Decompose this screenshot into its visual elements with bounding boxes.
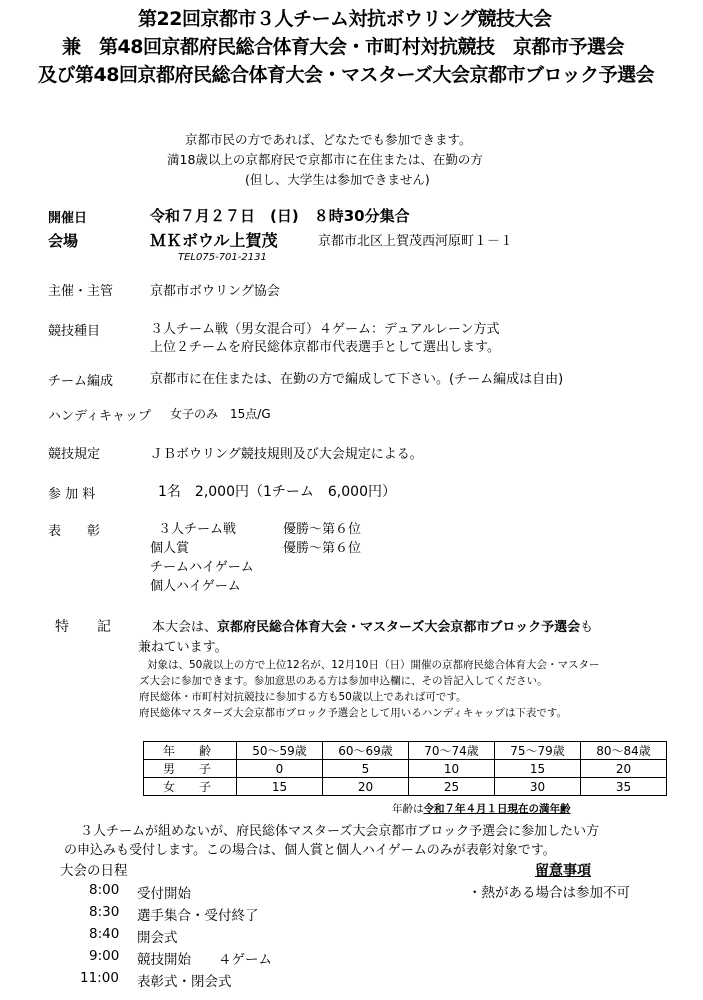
schedule-title: 大会の日程	[60, 863, 128, 879]
table-cell: 35	[581, 778, 667, 796]
table-cell: 70～74歳	[409, 742, 495, 760]
title-line-2: 兼 第48回京都府民総合体育大会・市町村対抗競技 京都市予選会	[62, 36, 624, 58]
notes-label: 特 記	[55, 619, 111, 635]
team-value: 京都市に在住または、在勤の方で編成して下さい。(チーム編成は自由)	[150, 372, 564, 387]
table-cell: 男 子	[144, 760, 237, 778]
schedule-text: 競技開始 ４ゲーム	[137, 952, 272, 968]
notes-line-4: ズ大会に参加できます。参加意思のある方は参加申込欄に、その旨記入してください。	[139, 675, 548, 687]
title-line-3: 及び第48回京都府民総合体育大会・マスターズ大会京都市ブロック予選会	[38, 64, 655, 86]
table-cell: 20	[581, 760, 667, 778]
title-line-1: 第22回京都市３人チーム対抗ボウリング競技大会	[138, 8, 552, 30]
notes-line-1-bold: 京都府民総合体育大会・マスターズ大会京都市ブロック予選会	[217, 620, 581, 635]
notes-line-3: 対象は、50歳以上の方で上位12名が、12月10日（日）開催の京都府民総合体育大会・マスター	[147, 659, 600, 671]
fee-label: 参 加 料	[48, 487, 96, 502]
notes-line-1-pre: 本大会は、	[152, 620, 218, 635]
caution-title: 留意事項	[535, 863, 591, 879]
extra-line-1: ３人チームが組めないが、府民総体マスターズ大会京都市ブロック予選会に参加したい方	[80, 824, 600, 839]
schedule-text: 開会式	[137, 930, 178, 946]
notes-line-6: 府民総体マスターズ大会京都市ブロック予選会として用いるハンディキャップは下表です。	[139, 707, 568, 719]
table-cell: 30	[495, 778, 581, 796]
fee-value: 1名 2,000円（1チーム 6,000円）	[158, 484, 396, 500]
schedule-time: 8:30	[89, 904, 120, 920]
handicap-value: 女子のみ 15点/G	[170, 407, 271, 421]
category-line-2: 上位２チームを府民総体京都市代表選手として選出します。	[150, 340, 500, 355]
awards-label: 表 彰	[48, 524, 101, 539]
award-name: チームハイゲーム	[150, 560, 254, 575]
venue-label: 会場	[48, 232, 79, 250]
schedule-text: 表彰式・閉会式	[137, 974, 232, 990]
table-cell: 年 齢	[144, 742, 237, 760]
table-cell: 75～79歳	[495, 742, 581, 760]
footnote-bold: 令和７年４月１日現在の満年齢	[423, 803, 571, 815]
intro-line-2: 満18歳以上の京都府民で京都市に在住または、在勤の方	[167, 152, 483, 167]
handicap-table	[143, 741, 667, 796]
category-label: 競技種目	[48, 324, 101, 339]
table-cell: 10	[409, 760, 495, 778]
notes-line-1-post: も	[580, 620, 594, 635]
schedule-time: 11:00	[80, 970, 119, 986]
table-row	[144, 778, 667, 796]
schedule-text: 受付開始	[137, 886, 191, 902]
table-row	[144, 760, 667, 778]
table-cell: 20	[323, 778, 409, 796]
table-footnote	[392, 801, 571, 816]
notes-line-1	[152, 616, 593, 635]
table-row	[144, 742, 667, 760]
organizer-label: 主催・主管	[48, 284, 114, 299]
handicap-label: ハンディキャップ	[48, 409, 151, 424]
date-value: 令和７月２７日 (日) ８時30分集合	[150, 207, 410, 225]
award-name: 個人賞	[150, 541, 190, 556]
date-label: 開催日	[48, 211, 88, 226]
table-cell: 25	[409, 778, 495, 796]
caution-item: ・熱がある場合は参加不可	[468, 885, 630, 901]
schedule-time: 9:00	[89, 948, 120, 964]
award-name: ３人チーム戦	[158, 522, 237, 537]
table-cell: 60～69歳	[323, 742, 409, 760]
table-cell: 15	[237, 778, 323, 796]
table-cell: 80～84歳	[581, 742, 667, 760]
schedule-time: 8:00	[89, 882, 120, 898]
table-cell: 0	[237, 760, 323, 778]
table-cell: 15	[495, 760, 581, 778]
intro-line-1: 京都市民の方であれば、どなたでも参加できます。	[185, 132, 472, 147]
team-label: チーム編成	[48, 374, 114, 389]
award-name: 個人ハイゲーム	[150, 579, 241, 594]
table-cell: 女 子	[144, 778, 237, 796]
category-line-1: ３人チーム戦（男女混合可）４ゲーム：デュアルレーン方式	[150, 322, 500, 337]
footnote-pre: 年齢は	[392, 803, 424, 815]
award-rank: 優勝～第６位	[283, 541, 362, 556]
rules-value: ＪＢボウリング競技規則及び大会規定による。	[150, 447, 423, 462]
table-cell: 50～59歳	[237, 742, 323, 760]
extra-line-2: の申込みも受付します。この場合は、個人賞と個人ハイゲームのみが表彰対象です。	[64, 843, 556, 858]
intro-line-3: (但し、大学生は参加できません)	[245, 172, 430, 187]
award-rank: 優勝～第６位	[283, 522, 362, 537]
table-cell: 5	[323, 760, 409, 778]
notes-line-5: 府民総体・市町村対抗競技に参加する方も50歳以上であれば可です。	[139, 691, 467, 703]
notes-line-2: 兼ねています。	[138, 640, 228, 655]
organizer-value: 京都市ボウリング協会	[150, 284, 280, 299]
venue-tel: TEL075-701-2131	[178, 252, 267, 263]
schedule-text: 選手集合・受付終了	[137, 908, 259, 924]
venue-address: 京都市北区上賀茂西河原町１－１	[318, 234, 514, 249]
schedule-time: 8:40	[89, 926, 120, 942]
rules-label: 競技規定	[48, 447, 101, 462]
venue-name: ＭＫボウル上賀茂	[150, 231, 278, 250]
